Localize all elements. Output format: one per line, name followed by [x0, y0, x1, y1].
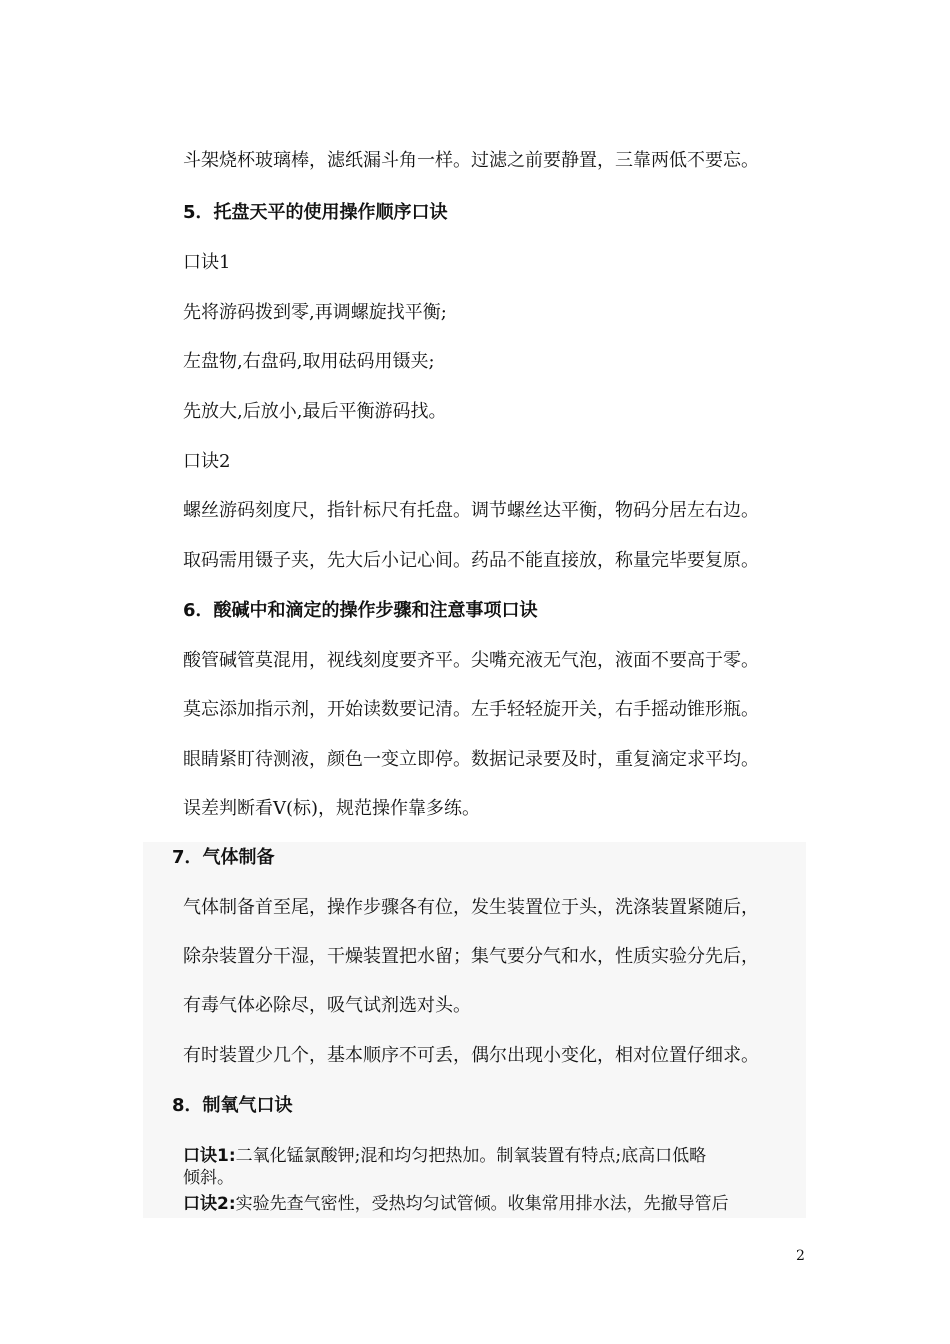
- koujue-1-line: [183, 1145, 706, 1167]
- koujue-2-label: 口诀2:: [183, 1194, 236, 1214]
- text-line: 误差判断看V(标)，规范操作靠多练。: [183, 798, 481, 819]
- section-heading-5: 5．托盘天平的使用操作顺序口诀: [183, 202, 448, 223]
- text-line: 有毒气体必除尽，吸气试剂选对头。: [183, 995, 471, 1016]
- text-line: 先将游码拨到零,再调螺旋找平衡;: [183, 302, 447, 323]
- koujue-1-continuation: 倾斜。: [183, 1168, 234, 1188]
- koujue-2-text: 实验先查气密性，受热均匀试管倾。收集常用排水法，先撤导管后: [235, 1194, 729, 1214]
- text-line: 先放大,后放小,最后平衡游码找。: [183, 401, 447, 422]
- section-heading-8: 8．制氧气口诀: [172, 1095, 293, 1116]
- text-line: 左盘物,右盘码,取用砝码用镊夹;: [183, 351, 435, 372]
- subheading-koujue-1: 口诀1: [183, 252, 231, 273]
- section-heading-7: 7．气体制备: [172, 847, 275, 868]
- text-line: 斗架烧杯玻璃棒，滤纸漏斗角一样。过滤之前要静置，三靠两低不要忘。: [183, 150, 759, 171]
- text-line: 眼睛紧盯待测液，颜色一变立即停。数据记录要及时，重复滴定求平均。: [183, 749, 759, 770]
- text-line: 螺丝游码刻度尺，指针标尺有托盘。调节螺丝达平衡，物码分居左右边。: [183, 500, 759, 521]
- text-line: 气体制备首至尾，操作步骤各有位，发生装置位于头，洗涤装置紧随后，: [183, 897, 759, 918]
- text-line: 除杂装置分干湿，干燥装置把水留；集气要分气和水，性质实验分先后，: [183, 946, 759, 967]
- section-heading-6: 6．酸碱中和滴定的操作步骤和注意事项口诀: [183, 600, 538, 621]
- page-number: 2: [796, 1248, 805, 1264]
- text-line: 酸管碱管莫混用，视线刻度要齐平。尖嘴充液无气泡，液面不要高于零。: [183, 650, 759, 671]
- koujue-1-label: 口诀1:: [183, 1146, 236, 1166]
- text-line: 莫忘添加指示剂，开始读数要记清。左手轻轻旋开关，右手摇动锥形瓶。: [183, 699, 759, 720]
- text-line: 取码需用镊子夹，先大后小记心间。药品不能直接放，称量完毕要复原。: [183, 550, 759, 571]
- text-line: 有时装置少几个，基本顺序不可丢，偶尔出现小变化，相对位置仔细求。: [183, 1045, 759, 1066]
- subheading-koujue-2: 口诀2: [183, 451, 231, 472]
- koujue-1-text: 二氧化锰氯酸钾;混和均匀把热加。制氧装置有特点;底高口低略: [235, 1146, 707, 1166]
- koujue-2-line: [183, 1193, 729, 1215]
